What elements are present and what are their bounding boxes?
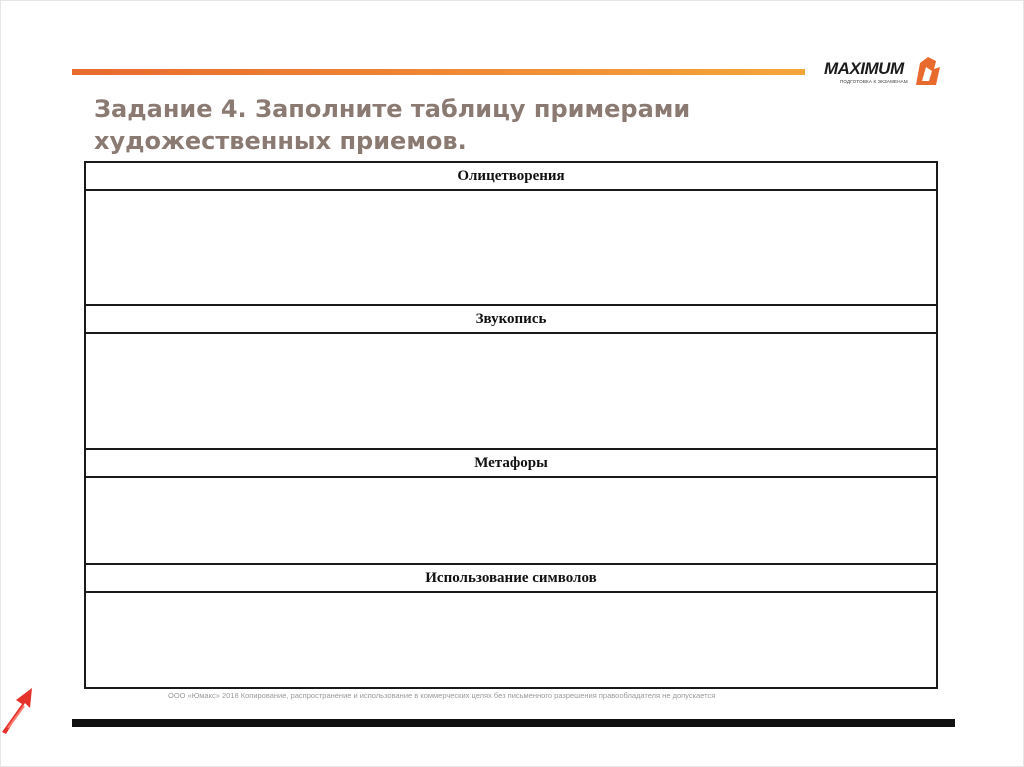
logo-wordmark: MAXIMUM (824, 59, 904, 78)
logo-flame-icon (910, 55, 942, 89)
section-header-personification: Олицетворения (86, 163, 936, 191)
page-title (94, 93, 734, 157)
section-header-sound-writing: Звукопись (86, 306, 936, 334)
logo-tagline: ПОДГОТОВКА К ЭКЗАМЕНАМ (840, 79, 908, 84)
title-instruction: Заполните таблицу примерами художественных приемов. (94, 95, 691, 155)
title-task-number: Задание 4. (94, 95, 247, 123)
bottom-rule (72, 719, 955, 727)
copyright-note: ООО «Юмакс» 2018 Копирование, распространение и использование в коммерческих целях без письменного разрешения правообладателя не допускается (168, 691, 716, 700)
section-body-personification[interactable] (86, 191, 936, 306)
section-body-symbols[interactable] (86, 593, 936, 687)
maximum-logo (820, 55, 950, 91)
examples-table (84, 161, 938, 689)
section-body-sound-writing[interactable] (86, 334, 936, 450)
section-header-symbols: Использование символов (86, 565, 936, 593)
red-arrow-icon (0, 684, 34, 736)
section-header-metaphors: Метафоры (86, 450, 936, 478)
section-body-metaphors[interactable] (86, 478, 936, 565)
top-accent-rule (72, 69, 805, 75)
